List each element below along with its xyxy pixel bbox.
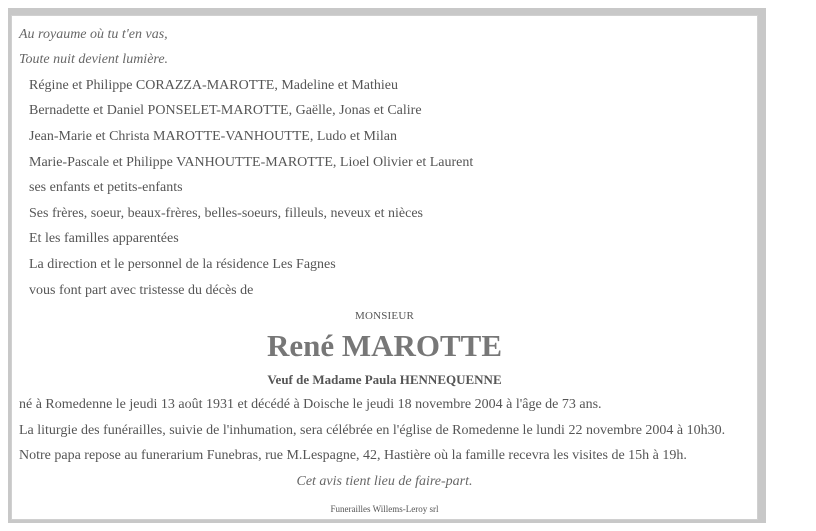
obituary-card <box>11 15 758 520</box>
family-line-5: ses enfants et petits-enfants <box>29 180 183 195</box>
widower-line: Veuf de Madame Paula HENNEQUENNE <box>267 372 502 387</box>
family-line-6: Ses frères, soeur, beaux-frères, belles-soeurs, filleuls, neveux et nièces <box>29 206 424 221</box>
family-line-2: Bernadette et Daniel PONSELET-MAROTTE, Gaëlle, Jonas et Calire <box>29 103 422 118</box>
deceased-name: René MAROTTE <box>266 328 503 363</box>
family-line-8: La direction et le personnel de la résidence Les Fagnes <box>29 257 336 272</box>
poem-line-1: Au royaume où tu t'en vas, <box>19 27 168 42</box>
family-line-1: Régine et Philippe CORAZZA-MAROTTE, Madeline et Mathieu <box>29 78 398 93</box>
honorific: MONSIEUR <box>354 310 415 322</box>
funerarium-line: Notre papa repose au funerarium Funebras, rue M.Lespagne, 42, Hastière où la famille recevra les visites de 15h à 19h. <box>19 448 687 463</box>
funeral-home: Funerailles Willems-Leroy srl <box>330 504 439 514</box>
family-line-7: Et les familles apparentées <box>29 231 179 246</box>
notice-line: Cet avis tient lieu de faire-part. <box>296 474 473 489</box>
poem-line-2: Toute nuit devient lumière. <box>19 52 169 67</box>
family-line-4: Marie-Pascale et Philippe VANHOUTTE-MAROTTE, Lioel Olivier et Laurent <box>29 155 474 170</box>
liturgy-line: La liturgie des funérailles, suivie de l'inhumation, sera célébrée en l'église de Romedenne le lundi 22 novembre 2004 à 10h30. <box>19 423 726 438</box>
family-line-9: vous font part avec tristesse du décès de <box>29 283 254 298</box>
birth-death-line: né à Romedenne le jeudi 13 août 1931 et décédé à Doische le jeudi 18 novembre 2004 à l'âge de 73 ans. <box>19 397 602 412</box>
family-line-3: Jean-Marie et Christa MAROTTE-VANHOUTTE, Ludo et Milan <box>29 129 397 144</box>
